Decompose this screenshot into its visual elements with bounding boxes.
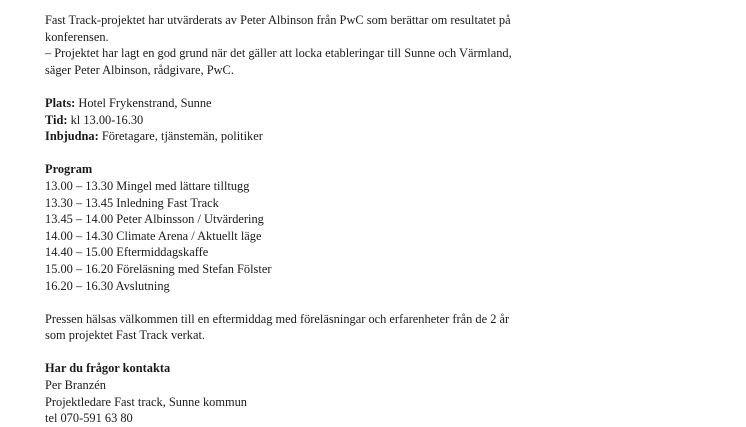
intro-line-1: Fast Track-projektet har utvärderats av Peter Albinson från PwC som berättar om resultatet på xyxy=(45,13,511,27)
invited-value: Företagare, tjänstemän, politiker xyxy=(98,129,263,144)
program-section xyxy=(45,161,605,294)
time-label: Tid: xyxy=(45,112,68,127)
time-row xyxy=(45,112,605,129)
contact-role: Projektledare Fast track, Sunne kommun xyxy=(45,394,247,409)
event-details xyxy=(45,95,605,145)
spacer xyxy=(45,78,605,95)
contact-heading: Har du frågor kontakta xyxy=(45,361,171,376)
intro-line-3: – Projektet har lagt en god grund när det gäller att locka etableringar till Sunne och Värmland, xyxy=(45,46,512,61)
program-item: 14.40 – 15.00 Eftermiddagskaffe xyxy=(45,245,209,260)
invited-row xyxy=(45,128,605,145)
invited-label: Inbjudna: xyxy=(45,129,99,144)
program-item: 14.00 – 14.30 Climate Arena / Aktuellt läge xyxy=(45,228,262,243)
place-label: Plats: xyxy=(45,95,76,110)
place-row xyxy=(45,95,605,112)
contact-phone: tel 070-591 63 80 xyxy=(45,411,133,426)
program-item: 13.45 – 14.00 Peter Albinsson / Utvärdering xyxy=(45,212,264,227)
time-value: kl 13.00-16.30 xyxy=(67,112,144,127)
spacer xyxy=(45,294,605,311)
intro-line-4: säger Peter Albinson, rådgivare, PwC. xyxy=(45,62,234,77)
spacer xyxy=(45,344,605,361)
program-item: 13.30 – 13.45 Inledning Fast Track xyxy=(45,195,219,210)
contact-section xyxy=(45,360,605,426)
program-item: 15.00 – 16.20 Föreläsning med Stefan Fölster xyxy=(45,261,272,276)
press-release-document xyxy=(45,12,605,427)
welcome-section xyxy=(45,311,605,344)
program-heading: Program xyxy=(45,162,93,177)
intro-line-2: konferensen. xyxy=(45,29,109,44)
program-item: 13.00 – 13.30 Mingel med lättare tilltugg xyxy=(45,178,250,193)
intro-section xyxy=(45,12,605,78)
welcome-line-1: Pressen hälsas välkommen till en eftermiddag med föreläsningar och erfarenheter från de 2 år xyxy=(45,311,510,326)
program-item: 16.20 – 16.30 Avslutning xyxy=(45,278,170,293)
welcome-line-2: som projektet Fast Track verkat. xyxy=(45,328,206,343)
contact-name: Per Branzén xyxy=(45,378,106,393)
place-value: Hotel Frykenstrand, Sunne xyxy=(75,95,212,110)
spacer xyxy=(45,145,605,162)
